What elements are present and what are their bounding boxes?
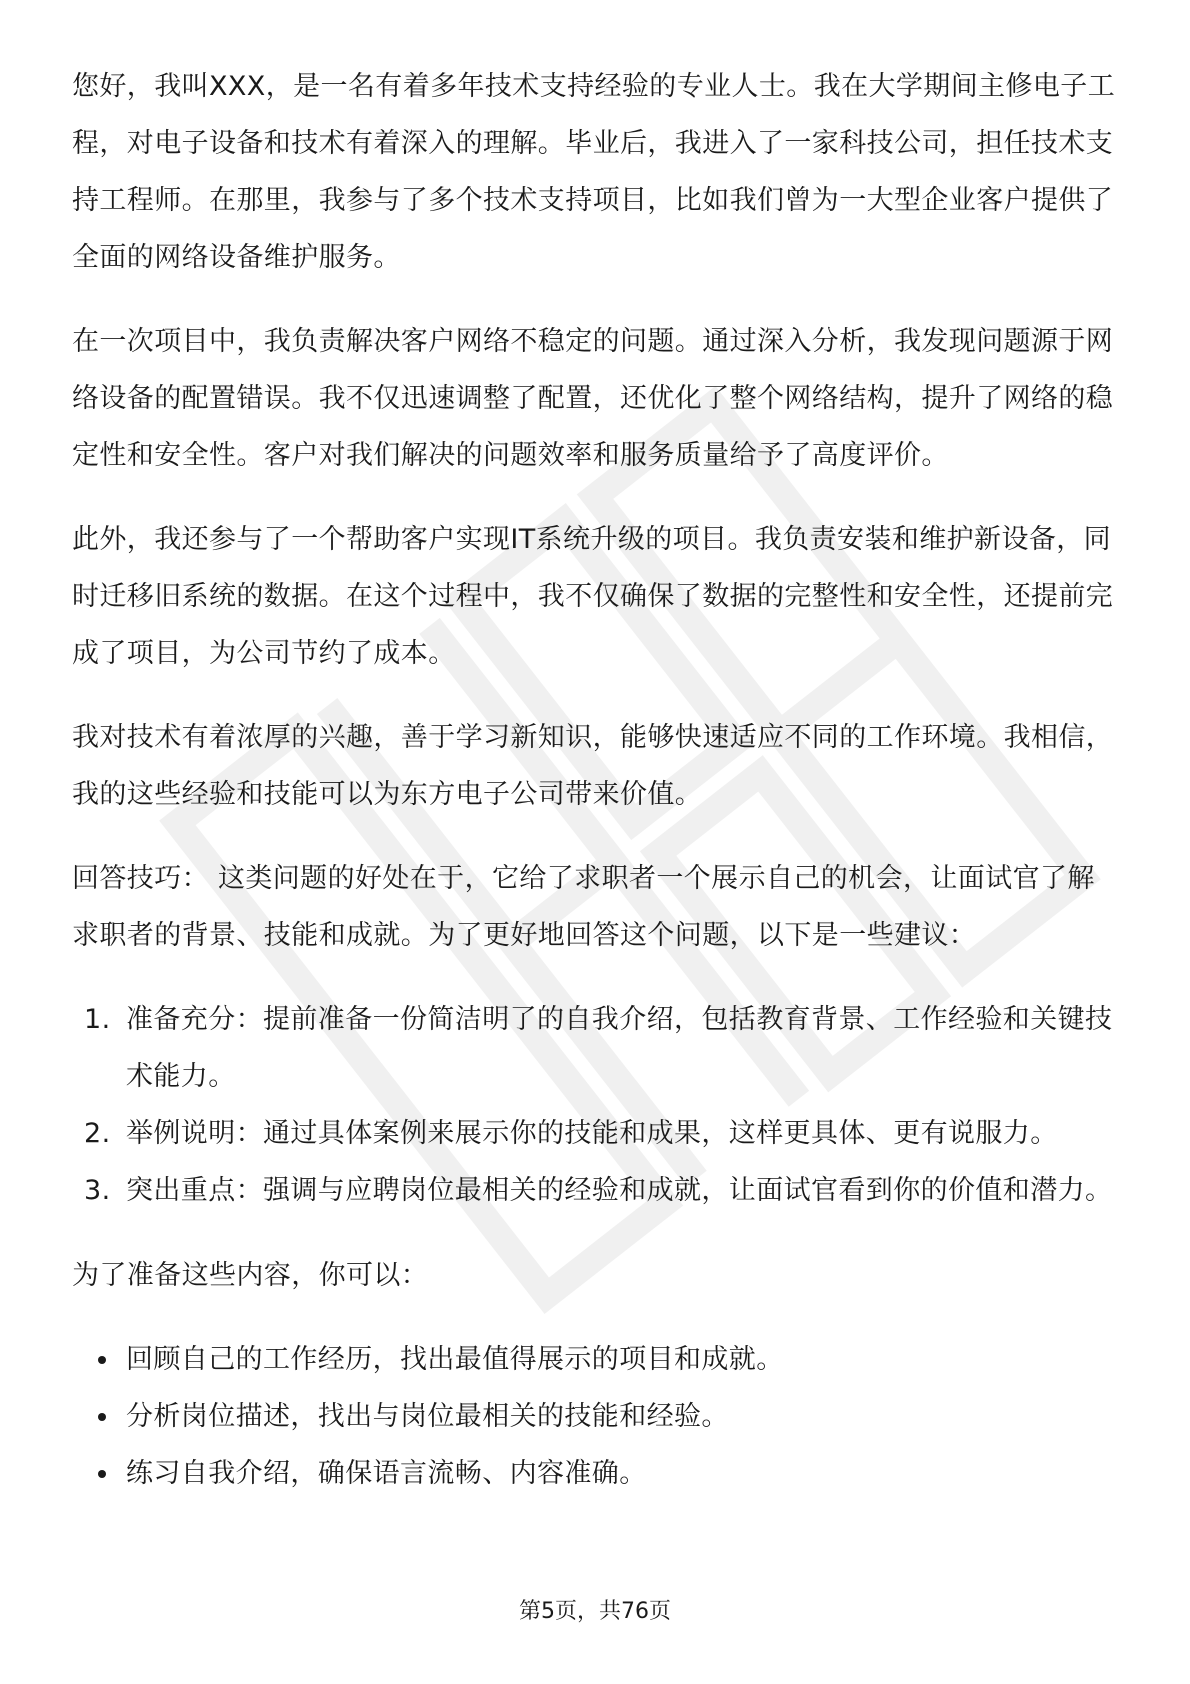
- list-item: [72, 991, 1120, 1105]
- page-number-footer: 第5页，共76页: [519, 1599, 671, 1624]
- list-item: [72, 1162, 1120, 1219]
- list-item-text: 准备充分：提前准备一份简洁明了的自我介绍，包括教育背景、工作经验和关键技术能力。: [126, 1004, 1113, 1092]
- prep-list: [72, 1331, 1120, 1502]
- list-item: [72, 1445, 1120, 1502]
- list-item-text: 分析岗位描述，找出与岗位最相关的技能和经验。: [126, 1401, 729, 1432]
- paragraph-project-upgrade: 此外，我还参与了一个帮助客户实现IT系统升级的项目。我负责安装和维护新设备，同时迁移旧系统的数据。在这个过程中，我不仅确保了数据的完整性和安全性，还提前完成了项目，为公司节约了成本。: [72, 524, 1114, 669]
- paragraph-answer-tips: 回答技巧： 这类问题的好处在于，它给了求职者一个展示自己的机会，让面试官了解求职者的背景、技能和成就。为了更好地回答这个问题，以下是一些建议：: [72, 863, 1095, 951]
- bullet-icon: [98, 1356, 106, 1364]
- list-item-text: 突出重点：强调与应聘岗位最相关的经验和成就，让面试官看到你的价值和潜力。: [126, 1175, 1113, 1206]
- list-item-text: 练习自我介绍，确保语言流畅、内容准确。: [126, 1458, 647, 1489]
- paragraph-intro: 您好，我叫XXX，是一名有着多年技术支持经验的专业人士。我在大学期间主修电子工程，对电子设备和技术有着深入的理解。毕业后，我进入了一家科技公司，担任技术支持工程师。在那里，我参与了多个技术支持项目，比如我们曾为一大型企业客户提供了全面的网络设备维护服务。: [72, 71, 1116, 273]
- list-item-text: 举例说明：通过具体案例来展示你的技能和成果，这样更具体、更有说服力。: [126, 1118, 1058, 1149]
- paragraph-project-network: 在一次项目中，我负责解决客户网络不稳定的问题。通过深入分析，我发现问题源于网络设备的配置错误。我不仅迅速调整了配置，还优化了整个网络结构，提升了网络的稳定性和安全性。客户对我们解决的问题效率和服务质量给予了高度评价。: [72, 326, 1114, 471]
- list-number: 3.: [84, 1175, 111, 1206]
- bullet-icon: [98, 1413, 106, 1421]
- tips-list: [72, 991, 1120, 1219]
- paragraph-interest: 我对技术有着浓厚的兴趣，善于学习新知识，能够快速适应不同的工作环境。我相信，我的这些经验和技能可以为东方电子公司带来价值。: [72, 722, 1114, 810]
- list-item: [72, 1388, 1120, 1445]
- main-content: [72, 58, 1120, 1502]
- paragraph-prep-intro: 为了准备这些内容，你可以：: [72, 1260, 429, 1291]
- list-item: [72, 1105, 1120, 1162]
- list-item: [72, 1331, 1120, 1388]
- list-item-text: 回顾自己的工作经历，找出最值得展示的项目和成就。: [126, 1344, 784, 1375]
- list-number: 2.: [84, 1118, 111, 1149]
- list-number: 1.: [84, 1004, 111, 1035]
- bullet-icon: [98, 1470, 106, 1478]
